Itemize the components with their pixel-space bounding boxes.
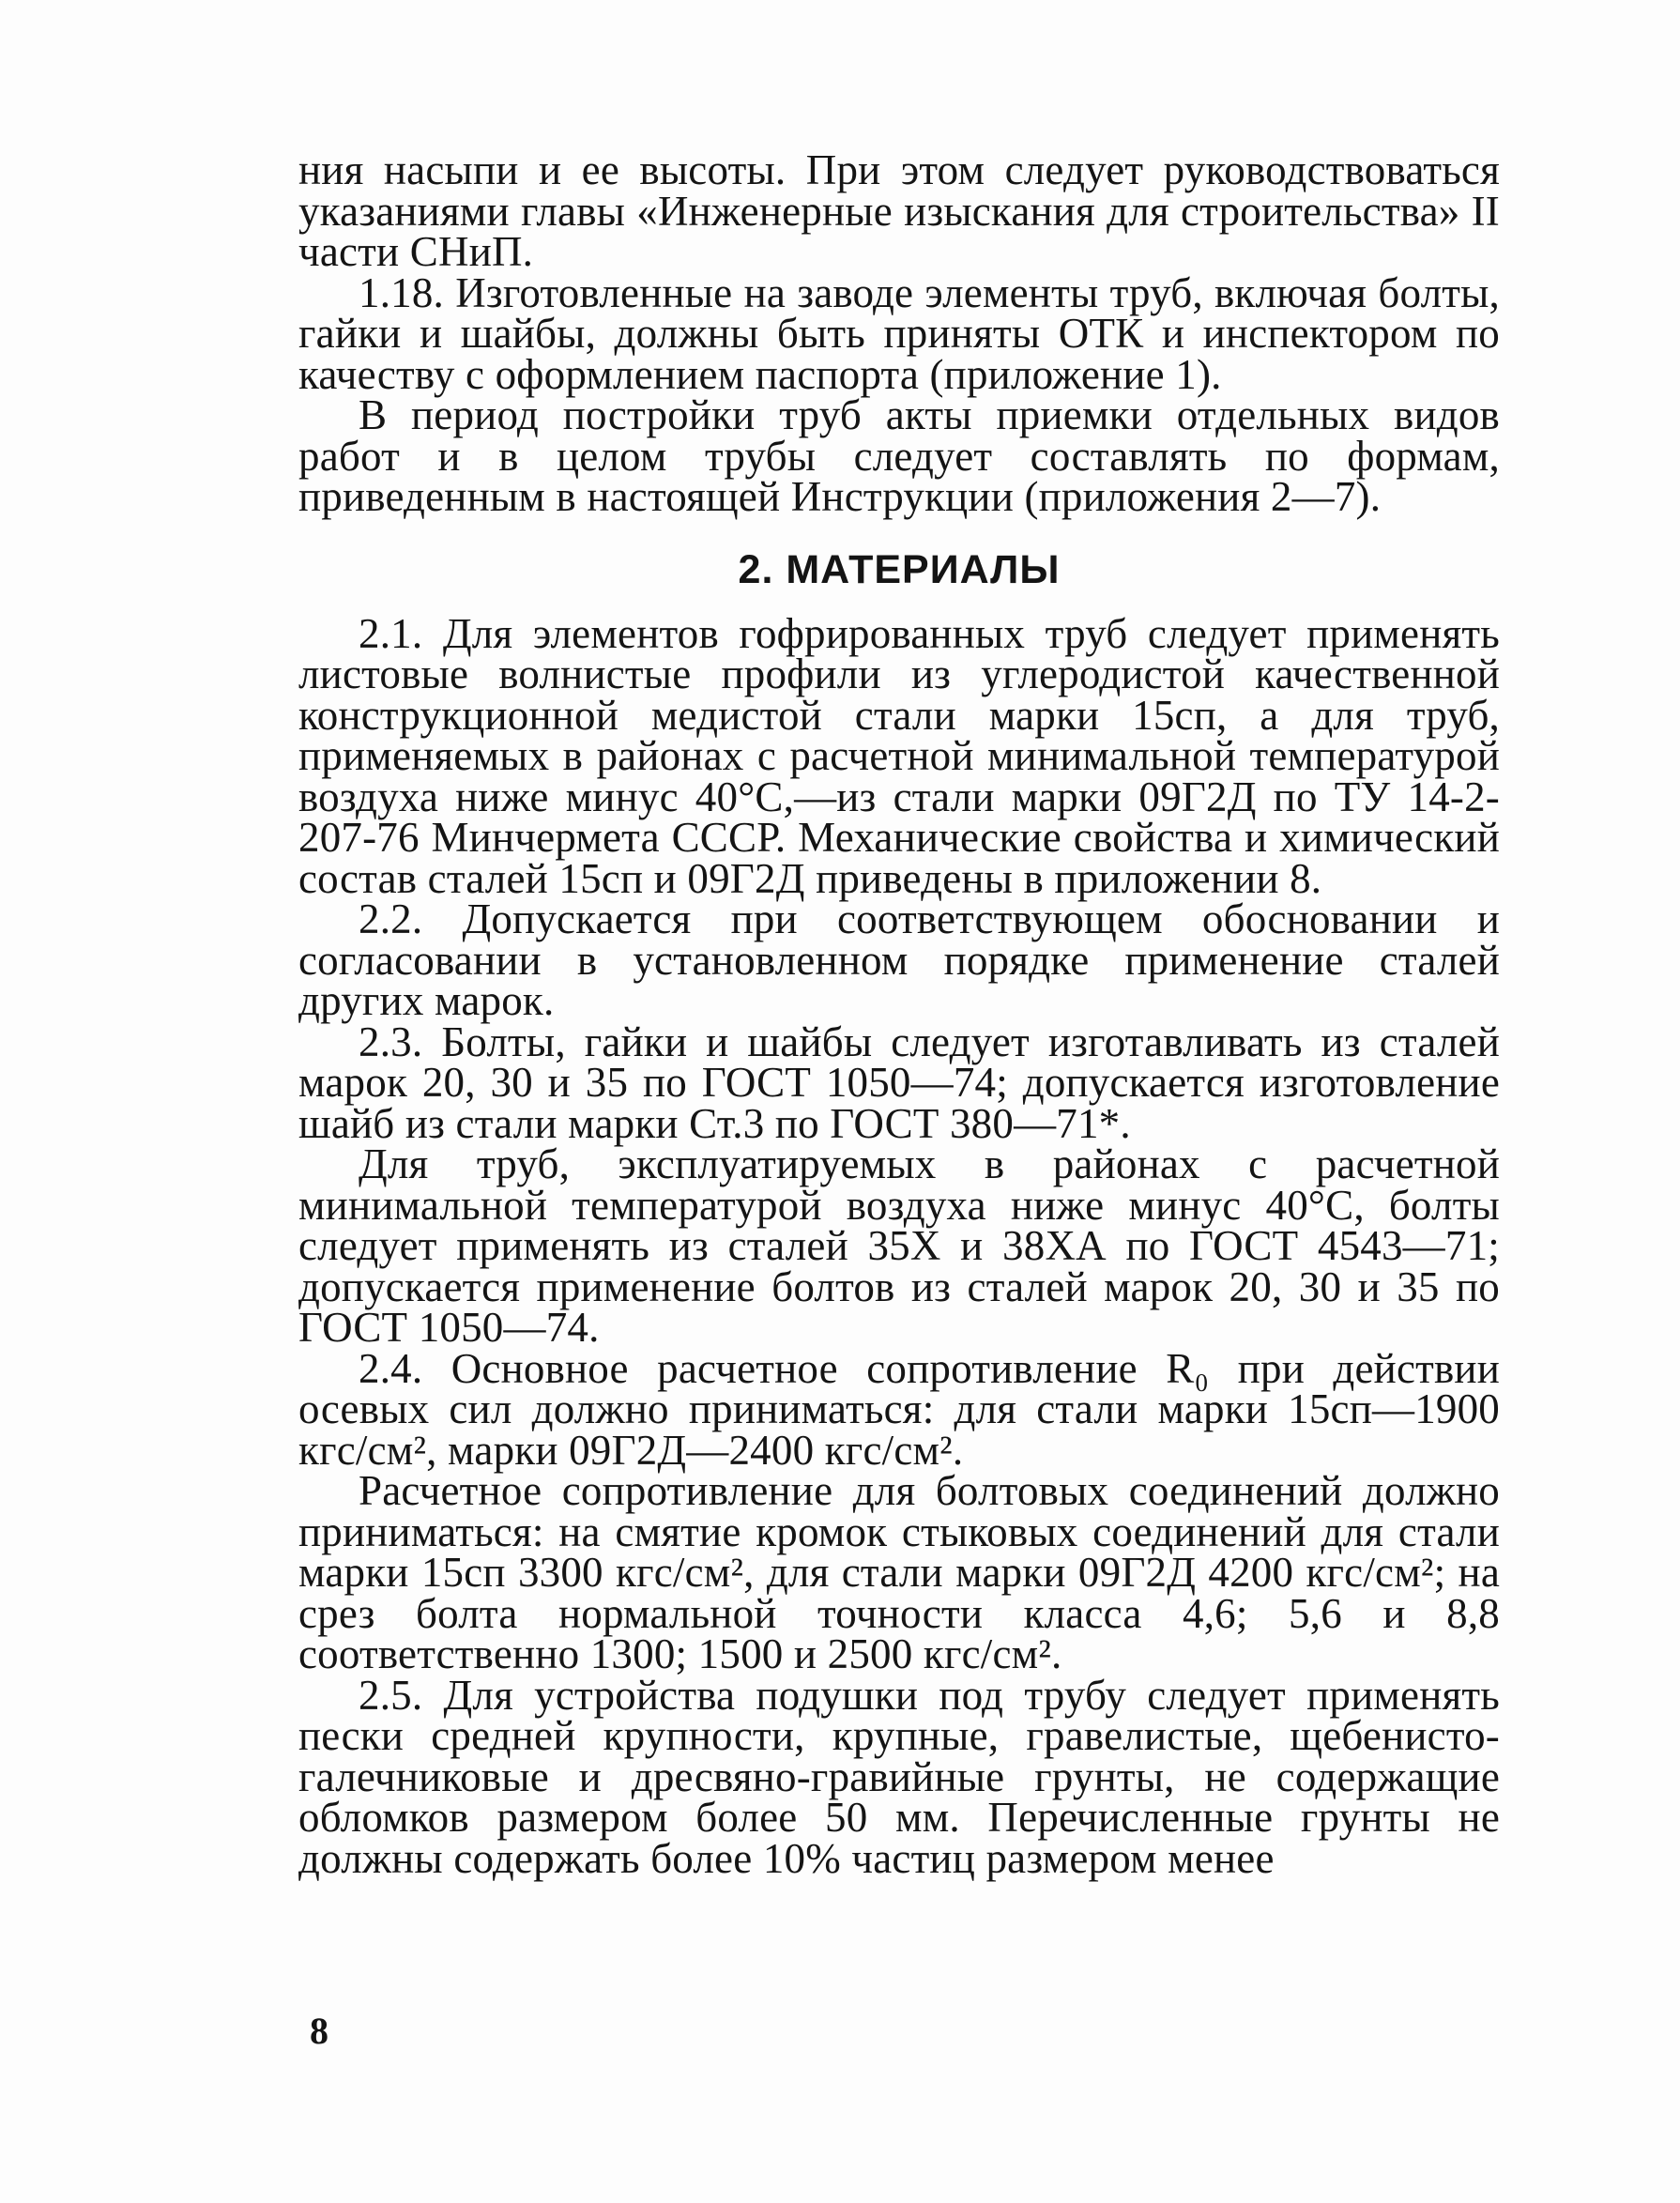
paragraph-bolts-cold-regions: Для труб, эксплуатируемых в районах с расчетной минимальной температурой воздуха ниже минус 40°С, болты следует применять из сталей 35Х и 38ХА по ГОСТ 4543—71; допускается применение болтов из сталей марок 20, 30 и 35 по ГОСТ 1050—74.	[298, 1140, 1500, 1351]
paragraph-2-2: 2.2. Допускается при соответствующем обосновании и согласовании в установленном порядке применение сталей других марок.	[298, 895, 1500, 1024]
paragraph-continuation: ния насыпи и ее высоты. При этом следует руководствоваться указаниями главы «Инженерные изыскания для строительства» II части СНиП.	[298, 146, 1500, 275]
paragraph-2-5: 2.5. Для устройства подушки под трубу следует применять пески средней крупности, крупные, гравелистые, щебенисто-галечниковые и дресвяно-гравийные грунты, не содержащие обломков размером более 50 мм. Перечисленные грунты не должны содержать более 10% частиц размером менее	[298, 1671, 1500, 1882]
section-heading: 2. МАТЕРИАЛЫ	[738, 546, 1061, 592]
paragraph-2-3: 2.3. Болты, гайки и шайбы следует изготавливать из сталей марок 20, 30 и 35 по ГОСТ 1050—74; допускается изготовление шайб из стали марки Ст.3 по ГОСТ 380—71*.	[298, 1017, 1500, 1147]
paragraph-2-4: 2.4. Основное расчетное сопротивление R₀ при действии осевых сил должно приниматься: для стали марки 15сп—1900 кгс/см², марки 09Г2Д—2400 кгс/см².	[298, 1344, 1500, 1474]
paragraph-1-18: 1.18. Изготовленные на заводе элементы труб, включая болты, гайки и шайбы, должны быть приняты ОТК и инспектором по качеству с оформлением паспорта (приложение 1).	[298, 268, 1500, 398]
paragraph-bolt-resistance: Расчетное сопротивление для болтовых соединений должно приниматься: на смятие кромок стыковых соединений для стали марки 15сп 3300 кгс/см², для стали марки 09Г2Д 4200 кгс/см²; на срез болта нормальной точности класса 4,6; 5,6 и 8,8 соответственно 1300; 1500 и 2500 кгс/см².	[298, 1467, 1500, 1677]
body-text	[298, 146, 1500, 1882]
paragraph-acceptance-acts: В период постройки труб акты приемки отдельных видов работ и в целом трубы следует составлять по формам, приведенным в настоящей Инструкции (приложения 2—7).	[298, 391, 1500, 520]
paragraph-2-1: 2.1. Для элементов гофрированных труб следует применять листовые волнистые профили из углеродистой качественной конструкционной медистой стали марки 15сп, а для труб, применяемых в районах с расчетной минимальной температурой воздуха ниже минус 40°С,—из стали марки 09Г2Д по ТУ 14-2-207-76 Минчермета СССР. Механические свойства и химический состав сталей 15сп и 09Г2Д приведены в приложении 8.	[298, 609, 1500, 902]
page-number: 8	[310, 2010, 328, 2052]
